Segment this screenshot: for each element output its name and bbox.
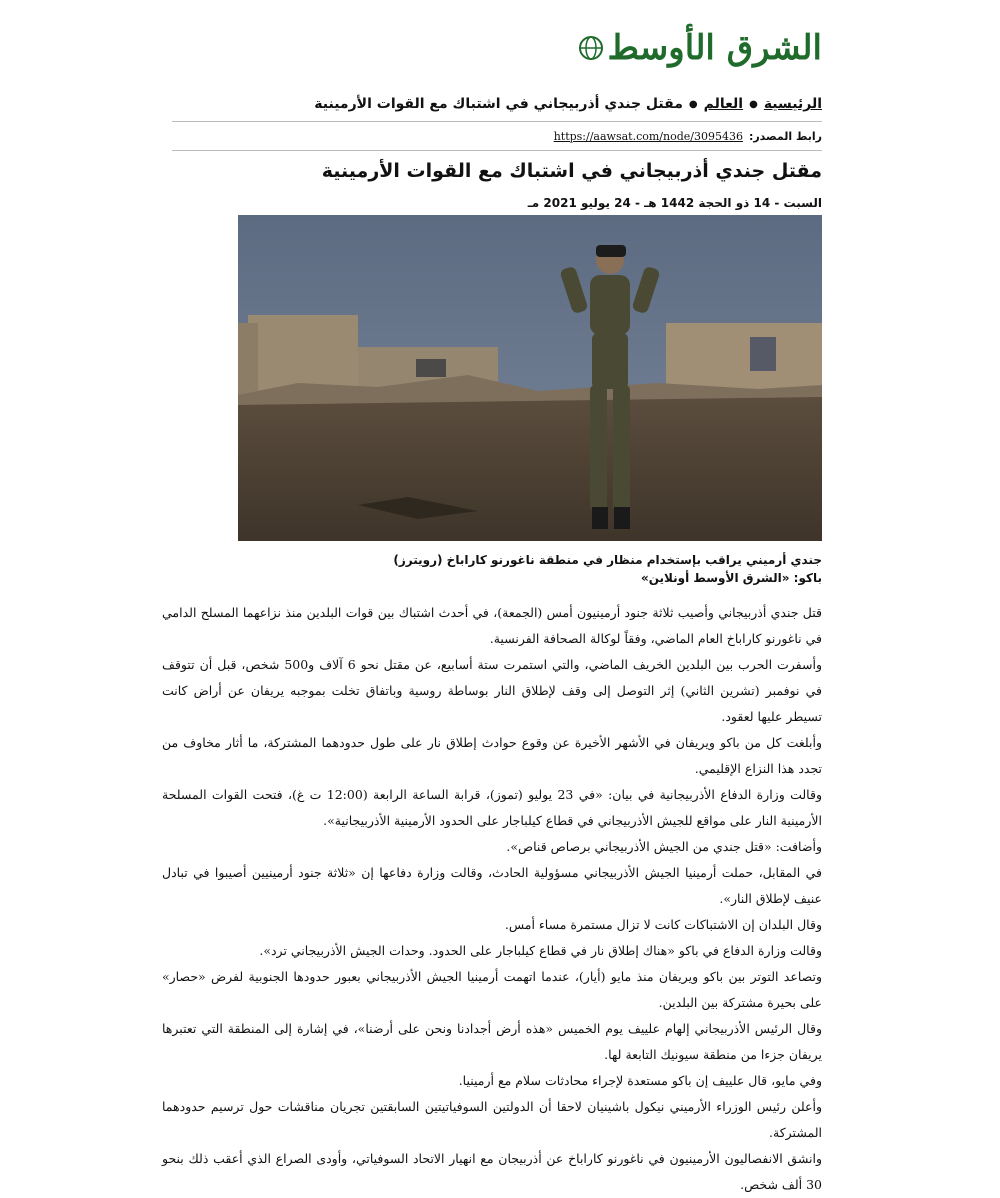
source-url-link[interactable]: https://aawsat.com/node/3095436 bbox=[553, 130, 743, 143]
globe-icon bbox=[578, 35, 604, 61]
article-paragraph: وأعلن رئيس الوزراء الأرميني نيكول باشينيان لاحقا أن الدولتين السوفياتيتين السابقتين تجريان مناقشات حول ترسيم حدودهما المشتركة. bbox=[162, 1099, 822, 1140]
article-paragraph: وانشق الانفصاليون الأرمينيون في ناغورنو كاراباخ عن أذربيجان مع انهيار الاتحاد السوفياتي، وأودى الصراع الذي أعقب ذلك بنحو 30 ألف شخص. bbox=[162, 1151, 822, 1192]
header-divider bbox=[172, 121, 822, 122]
breadcrumb bbox=[314, 96, 822, 112]
article-paragraph: وأسفرت الحرب بين البلدين الخريف الماضي، والتي استمرت ستة أسابيع، عن مقتل نحو 6 آلاف و500 شخص، قبل أن تتوقف في نوفمبر (تشرين الثاني) إثر التوصل إلى وقف لإطلاق النار بوساطة روسية وباتفاق تخلت بموجبه يريفان عن أراض كانت تسيطر عليها لعقود. bbox=[162, 657, 822, 724]
article-paragraph: وقال الرئيس الأذربيجاني إلهام علييف يوم الخميس «هذه أرض أجدادنا ونحن على أرضنا»، في إشارة إلى المنطقة التي تعتبرها يريفان جزءا من منطقة سيونيك التابعة لها. bbox=[162, 1021, 822, 1062]
photo-caption: جندي أرميني يراقب بإستخدام منظار في منطقة ناغورنو كاراباخ (رويترز) bbox=[393, 553, 822, 567]
site-logo[interactable] bbox=[578, 28, 822, 68]
article-dateline: باكو: «الشرق الأوسط أونلاين» bbox=[640, 571, 822, 585]
breadcrumb-separator: ● bbox=[749, 98, 758, 110]
article-paragraph: وقال البلدان إن الاشتباكات كانت لا تزال مستمرة مساء أمس. bbox=[504, 917, 822, 932]
article-photo bbox=[238, 215, 822, 541]
article-paragraph: وقالت وزارة الدفاع في باكو «هناك إطلاق نار في قطاع كيلباجار على الحدود. وحدات الجيش الأذربيجاني ترد». bbox=[259, 943, 822, 958]
logo-text: الشرق الأوسط bbox=[607, 28, 822, 68]
article-paragraph: في المقابل، حملت أرمينيا الجيش الأذربيجاني مسؤولية الحادث، وقالت وزارة دفاعها إن «ثلاثة جنود أرمينيين أصيبوا في تبادل عنيف لإطلاق النار». bbox=[162, 865, 822, 906]
breadcrumb-section-link[interactable]: العالم bbox=[703, 96, 744, 112]
article-title: مقتل جندي أذربيجاني في اشتباك مع القوات الأرمينية bbox=[321, 160, 822, 182]
article-paragraph: وأبلغت كل من باكو ويريفان في الأشهر الأخيرة عن وقوع حوادث إطلاق نار على طول حدودهما المشتركة، ما أثار مخاوف من تجدد هذا النزاع الإقليمي. bbox=[162, 735, 822, 776]
breadcrumb-current: مقتل جندي أذربيجاني في اشتباك مع القوات الأرمينية bbox=[314, 96, 683, 112]
source-line bbox=[554, 130, 822, 143]
article-body bbox=[162, 600, 822, 1198]
article-paragraph: قتل جندي أذربيجاني وأصيب ثلاثة جنود أرمينيون أمس (الجمعة)، في أحدث اشتباك بين قوات البلدين منذ نزاعهما المسلح الدامي في ناغورنو كاراباخ العام الماضي، وفقاً لوكالة الصحافة الفرنسية. bbox=[162, 605, 822, 646]
article-paragraph: وفي مايو، قال علييف إن باكو مستعدة لإجراء محادثات سلام مع أرمينيا. bbox=[458, 1073, 822, 1088]
source-divider bbox=[172, 150, 822, 151]
article-paragraph: وقالت وزارة الدفاع الأذربيجانية في بيان: «في 23 يوليو (تموز)، قرابة الساعة الرابعة (12:00 ت غ)، فتحت القوات المسلحة الأرمينية النار على مواقع للجيش الأذربيجاني في قطاع كيلباجار على الحدود الأرمينية الأذربيجانية». bbox=[162, 787, 822, 828]
article-paragraph: وأضافت: «قتل جندي من الجيش الأذربيجاني برصاص قناص». bbox=[506, 839, 822, 854]
article-date: السبت - 14 ذو الحجة 1442 هـ - 24 يوليو 2021 مـ bbox=[527, 196, 822, 210]
source-label: رابط المصدر: bbox=[748, 130, 822, 143]
article-paragraph: وتصاعد التوتر بين باكو ويريفان منذ مايو (أيار)، عندما اتهمت أرمينيا الجيش الأذربيجاني بعبور حدودها الجنوبية لفرض «حصار» على بحيرة مشتركة بين البلدين. bbox=[162, 969, 822, 1010]
breadcrumb-separator: ● bbox=[688, 98, 698, 110]
breadcrumb-home-link[interactable]: الرئيسية bbox=[763, 96, 822, 112]
